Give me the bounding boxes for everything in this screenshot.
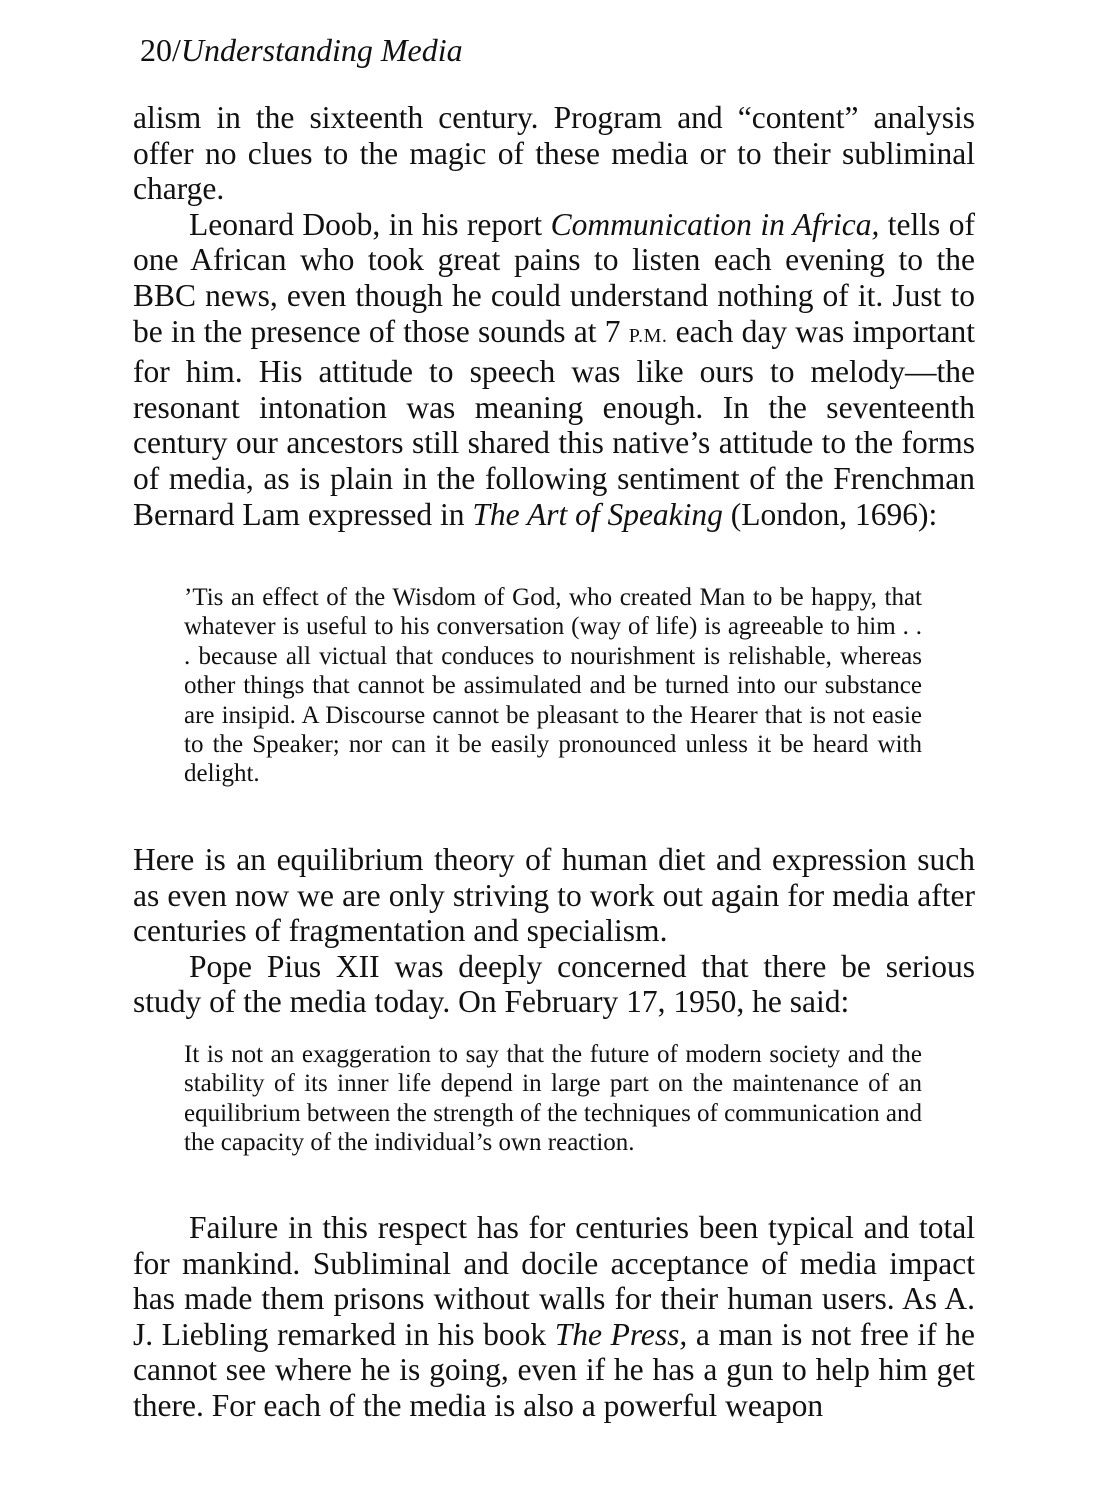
quote-text: It is not an exaggeration to say that the future of modern society and the stability of its inner life depend in large part on the maintenance of an equilibrium between the strength of the techniques of communication and the capacity of the individual’s own reaction. <box>184 1041 922 1157</box>
quote-text: ’Tis an effect of the Wisdom of God, who created Man to be happy, that whatever is useful to his conversation (way of life) is agreeable to him . . . because all victual that conduces to nourishment is relishable, whereas other things that cannot be assimulated and be turned into our substance are insipid. A Discourse cannot be pleasant to the Hearer that is not easie to the Speaker; nor can it be easily pronounced unless it be heard with delight. <box>184 584 922 788</box>
text-block-closing <box>133 1210 975 1424</box>
text-block-middle <box>133 842 975 1020</box>
paragraph-equilibrium: Here is an equilibrium theory of human diet and expression such as even now we are only striving to work out again for media after centuries of fragmentation and specialism. <box>133 842 975 949</box>
header-separator: / <box>172 32 181 68</box>
paragraph-text: Failure in this respect has for centuries been typical and total for mankind. Subliminal and docile acceptance of media impact has made them prisons without walls for their human users. As A. J. Liebling remarked in his book <box>133 1210 975 1352</box>
time-abbreviation: P.M. <box>628 324 668 347</box>
page-number: 20 <box>140 32 172 68</box>
text-block-opening <box>133 100 975 532</box>
block-quote-lam <box>184 583 922 789</box>
paragraph-text: (London, 1696): <box>722 496 938 532</box>
paragraph-text: tells of one African who took great pains to listen each evening to the BBC news, even though he could understand nothing of it. Just to be in the presence of those sounds at 7 <box>133 206 975 349</box>
running-head <box>140 30 463 70</box>
paragraph-text: a man is not free if he cannot see where he is going, even if he has a gun to help him get there. For each of the media is also a powerful weapon <box>133 1316 975 1423</box>
paragraph-pope-pius: Pope Pius XII was deeply concerned that there be serious study of the media today. On February 17, 1950, he said: <box>133 948 975 1020</box>
book-title-the-press: The Press, <box>554 1316 688 1352</box>
paragraph-failure <box>133 1210 975 1424</box>
paragraph-text: each day was important for him. His attitude to speech was like ours to melody—the resonant intonation was meaning enough. In the seventeenth century our ancestors still shared this native’s attitude to the forms of media, as is plain in the following sentiment of the Frenchman Bernard Lam expressed in <box>133 313 975 532</box>
block-quote-pius <box>184 1040 922 1158</box>
paragraph-continuation: alism in the sixteenth century. Program and “content” analysis offer no clues to the magic of these media or to their subliminal charge. <box>133 100 975 207</box>
paragraph-text: Leonard Doob, in his report <box>189 206 551 242</box>
book-title: Understanding Media <box>180 32 463 68</box>
book-title-communication-in-africa: Communication in Africa, <box>550 206 880 242</box>
paragraph-doob <box>133 207 975 532</box>
book-title-art-of-speaking: The Art of Speaking <box>472 496 723 532</box>
